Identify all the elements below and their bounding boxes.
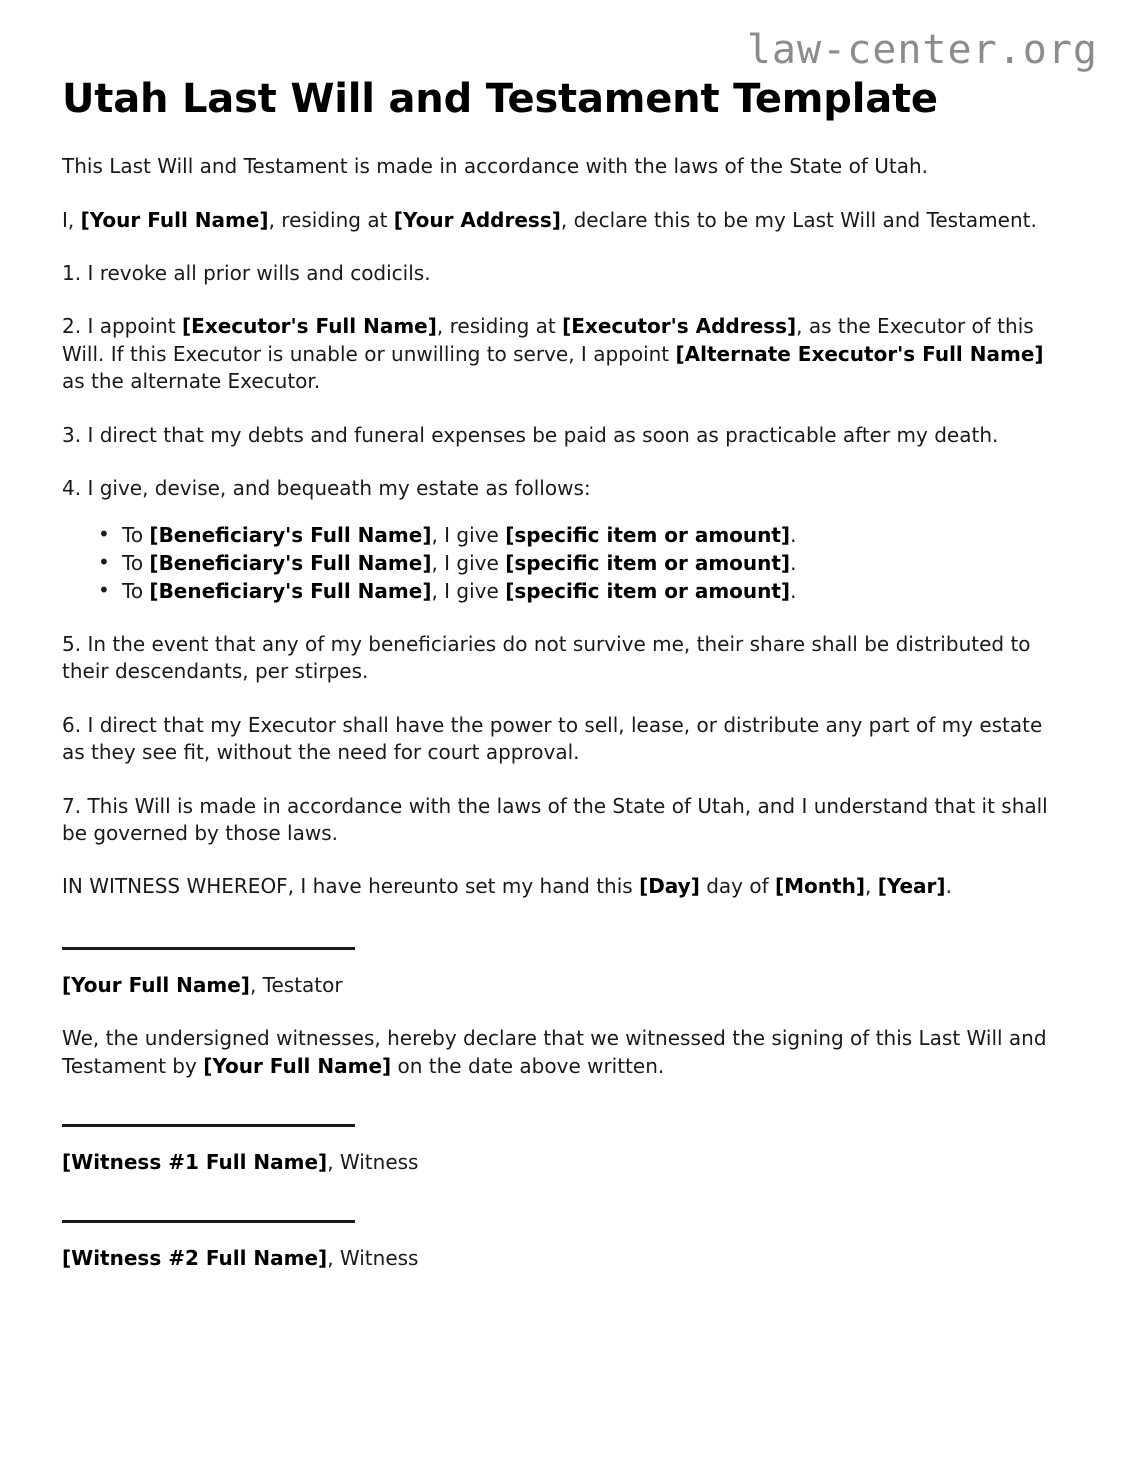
- clause-1-paragraph: 1. I revoke all prior wills and codicils.: [62, 260, 431, 285]
- your-full-name-placeholder-2: [Your Full Name]: [203, 1053, 392, 1078]
- list-item: [98, 522, 1071, 550]
- bequest-item-placeholder: [specific item or amount]: [505, 578, 791, 603]
- list-item: [98, 550, 1071, 578]
- page-title: Utah Last Will and Testament Template: [62, 76, 938, 122]
- witness-declaration-text-1: We, the undersigned witnesses, hereby declare that we witnessed the signing of this Last Will and Testament by: [62, 1026, 1047, 1078]
- witness2-signature-label: [62, 1223, 1071, 1272]
- bequest-post-text: .: [790, 523, 797, 548]
- site-watermark: law-center.org: [746, 27, 1098, 73]
- clause-2-text-4: as the alternate Executor.: [62, 369, 321, 394]
- clause-3-paragraph: 3. I direct that my debts and funeral expenses be paid as soon as practicable after my death.: [62, 422, 999, 447]
- clause-2-text-3: , as the Executor of this Will. If this Executor is unable or unwilling to serve, I appoint: [62, 314, 1034, 366]
- witness1-signature-label: [62, 1127, 1071, 1176]
- beneficiary-name-placeholder: [Beneficiary's Full Name]: [149, 578, 432, 603]
- bequest-pre-text: To: [122, 523, 150, 548]
- clause-6-paragraph: 6. I direct that my Executor shall have the power to sell, lease, or distribute any part of my estate as they see fit, without the need for court approval.: [62, 712, 1043, 765]
- bequest-post-text: .: [790, 550, 797, 575]
- testator-name-placeholder: [Your Full Name]: [62, 972, 250, 997]
- witness2-signature-line-wrapper: [62, 1176, 1071, 1223]
- witness2-role-text: , Witness: [327, 1246, 419, 1271]
- witness-whereof-text-2: day of: [699, 874, 776, 899]
- witness-whereof-text-1: IN WITNESS WHEREOF, I have hereunto set my hand this: [62, 874, 640, 899]
- declaration-paragraph: [62, 181, 1071, 234]
- executor-full-name-placeholder: [Executor's Full Name]: [182, 314, 437, 339]
- witness1-role-text: , Witness: [327, 1150, 419, 1174]
- month-placeholder: [Month]: [775, 874, 865, 899]
- witness2-name-placeholder: [Witness #2 Full Name]: [62, 1246, 328, 1271]
- clause-4-paragraph: 4. I give, devise, and bequeath my estate as follows:: [62, 475, 591, 500]
- witness-declaration-paragraph: [62, 999, 1071, 1080]
- bequest-pre-text: To: [122, 550, 150, 575]
- clause-2-paragraph: [62, 287, 1071, 395]
- declaration-text-2: , residing at: [268, 207, 394, 232]
- bequest-post-text: .: [790, 578, 797, 603]
- list-item: [98, 578, 1071, 606]
- year-placeholder: [Year]: [877, 874, 946, 899]
- bequest-list: [62, 502, 1071, 605]
- bequest-item-placeholder: [specific item or amount]: [505, 550, 791, 575]
- beneficiary-name-placeholder: [Beneficiary's Full Name]: [149, 523, 432, 548]
- witness-whereof-text-4: .: [945, 874, 952, 899]
- intro-paragraph: This Last Will and Testament is made in accordance with the laws of the State of Utah.: [62, 154, 928, 179]
- clause-7-paragraph: 7. This Will is made in accordance with the laws of the State of Utah, and I understand that it shall be governed by those laws.: [62, 793, 1048, 846]
- clause-2-text-2: , residing at: [436, 314, 563, 339]
- witness-declaration-text-2: on the date above written.: [391, 1053, 665, 1078]
- bequest-mid-text: , I give: [431, 523, 506, 548]
- clause-5-paragraph: 5. In the event that any of my beneficiaries do not survive me, their share shall be distributed to their descendants, per stirpes.: [62, 632, 1031, 684]
- your-full-name-placeholder: [Your Full Name]: [80, 207, 269, 232]
- testator-signature-line-wrapper: [62, 901, 1071, 950]
- bequest-pre-text: To: [122, 578, 150, 603]
- witness-whereof-text-3: ,: [864, 874, 878, 899]
- bequest-item-placeholder: [specific item or amount]: [505, 523, 791, 548]
- witness1-name-placeholder: [Witness #1 Full Name]: [62, 1150, 328, 1174]
- your-address-placeholder: [Your Address]: [393, 207, 561, 232]
- bequest-mid-text: , I give: [431, 578, 506, 603]
- declaration-text-1: I,: [62, 207, 81, 232]
- bequest-mid-text: , I give: [431, 550, 506, 575]
- executor-address-placeholder: [Executor's Address]: [562, 314, 797, 339]
- alternate-executor-name-placeholder: [Alternate Executor's Full Name]: [675, 341, 1044, 366]
- witness-whereof-paragraph: [62, 847, 1071, 900]
- testator-signature-label: [62, 950, 1071, 999]
- clause-2-text-1: 2. I appoint: [62, 314, 183, 339]
- witness1-signature-line-wrapper: [62, 1080, 1071, 1127]
- day-placeholder: [Day]: [639, 874, 700, 899]
- beneficiary-name-placeholder: [Beneficiary's Full Name]: [149, 550, 432, 575]
- testator-role-text: , Testator: [249, 972, 343, 997]
- declaration-text-3: , declare this to be my Last Will and Testament.: [560, 207, 1037, 232]
